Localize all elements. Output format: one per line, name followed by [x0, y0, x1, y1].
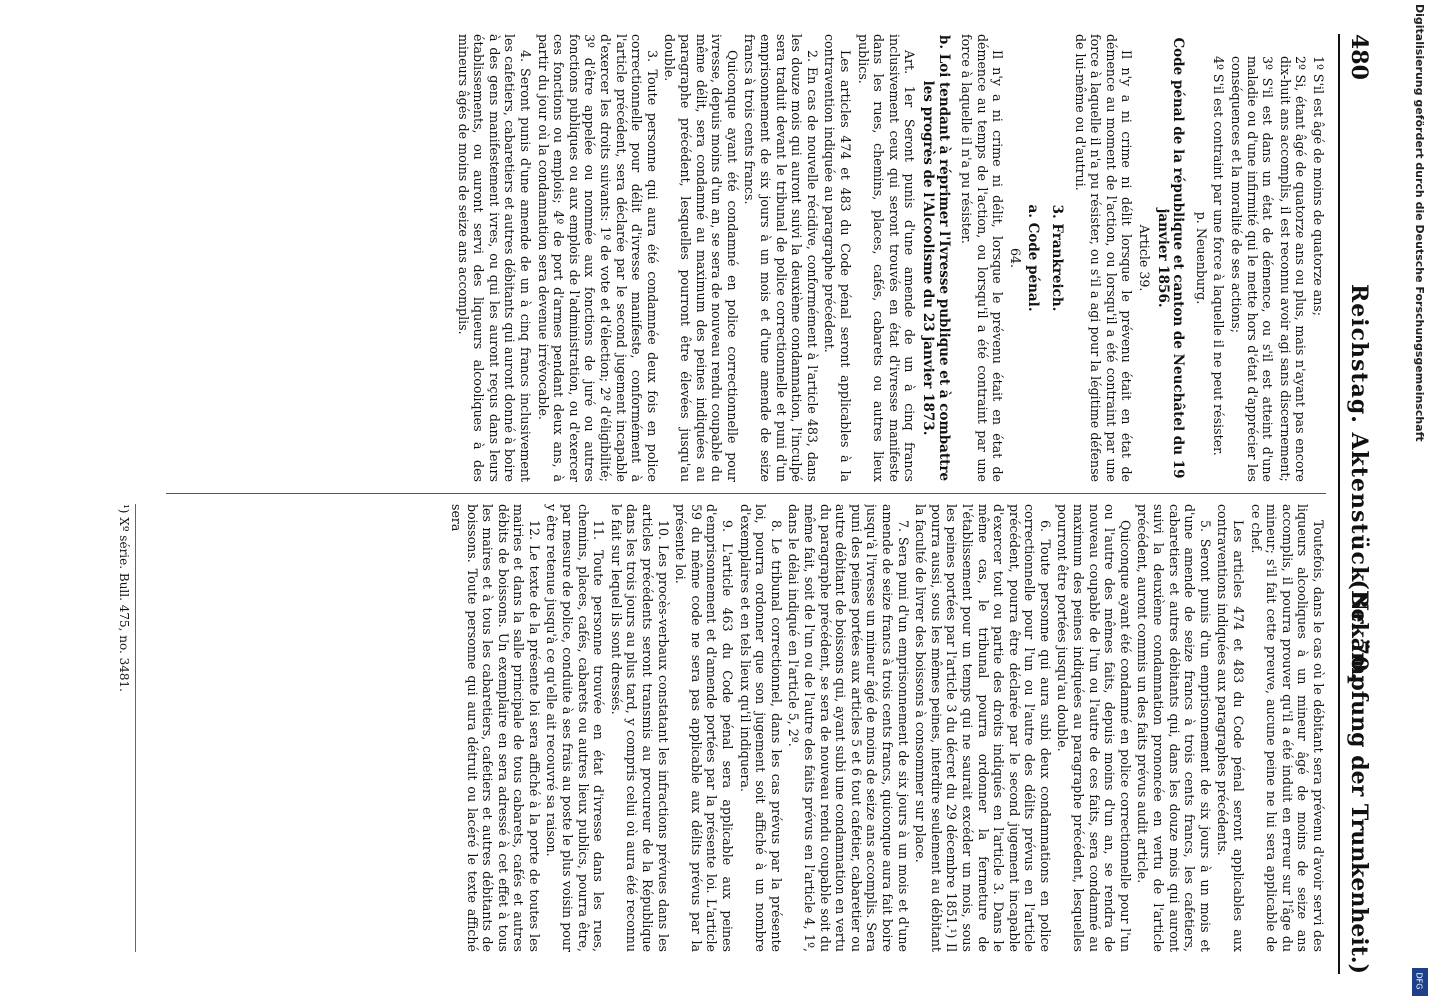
left-column-hang: 2º Si, étant âgé de quatorze ans ou plus, mais n'ayant pas encore dix-huit ans accomplis, il est reconnu avoir agi sans discernement;: [1277, 56, 1309, 482]
right-column-para: Toutefois, dans le cas où le débitant sera prévenu d'avoir servi des liqueurs alcooliques à un mineur âgé de moins de seize ans accomplis, il pourra prouver qu'il a été induit en erreur sur l'âge du mineur; s'il fait cette preuve, aucune peine ne lui sera applicable de ce chef.: [1248, 504, 1326, 952]
left-column-para: Il n'y a ni crime ni délit, lorsque le prévenu était en état de démence au temps de l'action, ou lorsqu'il a été contraint par une force à laquelle il n'a pu résister.: [959, 34, 1006, 482]
left-column-heading: 3. Frankreich.: [1049, 204, 1066, 312]
left-column-heading: Code pénal de la république et canton de Neuchâtel du 19 janvier 1856.: [1154, 37, 1187, 479]
left-column-heading: b. Loi tendant à réprimer l'Ivresse publique et à combattre les progrès de l'Alcoolisme du 23 janvier 1873.: [919, 34, 952, 482]
left-column-center: 64.: [1007, 247, 1023, 269]
column-divider: [166, 493, 1326, 494]
left-column-center: p. Neuenburg.: [1193, 211, 1209, 305]
right-column: [86, 504, 1326, 952]
left-column-para: Les articles 474 et 483 du Code pénal seront applicables à la contravention indiquée au paragraphe précédent.: [822, 34, 853, 482]
left-column-para: 4. Seront punis d'une amende de un à cinq francs inclusivement les cafetiers, cabaretiers et autres débitants qui auront donné à boire à des gens manifestement ivres, ou qui les auront reçus dans leurs établissements, ou auront servi des liqueurs alcooliques à des mineurs âgés de moins de seize ans accomplis.: [455, 34, 534, 482]
right-column-para: 7. Sera puni d'un emprisonnement de six jours à un mois et d'une amende de seize francs à trois cents francs, quiconque aura fait boire jusqu'à l'ivresse un mineur âgé de moins de seize ans accomplis. Sera puni des peines portées aux articles 5 et 6 tout cafetier, cabaretier ou autre débitant de boissons qui, ayant subi une condamnation en vertu du paragraphe précédent, se sera de nouveau rendu coupable soit du même fait, soit de l'un ou de l'autre des faits prévus en l'article 4, 1º, dans le délai indiqué en l'article 5, 2º.: [786, 504, 911, 952]
dfg-logo-text: DFG: [1414, 972, 1424, 990]
left-column-para: 2. En cas de nouvelle récidive, conformément à l'article 483, dans les douze mois qui auront suivi la deuxième condamnation, l'inculpé sera traduit devant le tribunal de police correctionnelle et puni d'un emprisonnement de six jours à un mois et d'une amende de seize francs à trois cents francs.: [742, 34, 820, 482]
left-column-hang: 1º S'il est âgé de moins de quatorze ans;: [1311, 56, 1326, 317]
digitization-credit: Digitalisierung gefördert durch die Deutsche Forschungsgemeinschaft: [1413, 4, 1426, 442]
right-column-para: 5. Seront punis d'un emprisonnement de six jours à un mois et d'une amende de seize francs à trois cents francs, les cafetiers, cabaretiers et autres débitants qui, dans les douze mois qui auront suivi la deuxième condamnation prononcée en vertu de l'article précédent, auront commis un des faits prévus audit article.: [1135, 504, 1213, 952]
left-column-heading: a. Code pénal.: [1025, 204, 1042, 312]
right-column-para: 6. Toute personne qui aura subi deux condamnations en police correctionnelle pour l'un ou l'autre des délits prévus en l'article précédent, pourra être déclarée par le second jugement incapable d'exercer tout ou partie des droits indiqués en l'article 3. Dans le même cas, le tribunal pourra ordonner la fermeture de l'établissement pour un temps qui ne saurait excéder un mois, sous les peines portées par l'article 3 du décret du 29 décembre 1851.¹) Il pourra aussi, sous les mêmes peines, interdire seulement au débitant la faculté de livrer des boissons à consommer sur place.: [913, 504, 1053, 952]
left-column-para: 3. Toute personne qui aura été condamnée deux fois en police correctionnelle pour délit d'ivresse manifeste, conformément à l'article précédent, sera déclarée par le second jugement incapable d'exercer les droits suivants: 1º de vote et d'élection; 2º d'éligibilité; 3º d'être appelée ou nommée aux fonctions de juré ou autres fonctions publiques ou aux emplois de l'administration, ou d'exercer ces fonctions ou emplois; 4º de port d'armes pendant deux ans, à partir du jour où la condamnation sera devenue irrévocable.: [535, 34, 660, 482]
right-column-para: 11. Toute personne trouvée en état d'ivresse dans les rues, chemins, places, cafés, cabarets ou autres lieux publics, pourra être, par mesure de police, conduite à ses frais au poste le plus voisin pour y être retenue jusqu'à ce qu'elle ait recouvré sa raison.: [544, 504, 607, 952]
right-column-para: 10. Les procès-verbaux constatant les infractions prévues dans les articles précédents seront transmis au procureur de la République dans les trois jours au plus tard, y compris celui où aura été reconnu le fait sur lequel ils sont dressés.: [608, 504, 671, 952]
right-column-para: 8. Le tribunal correctionnel, dans les cas prévus par la présente loi, pourra ordonner que son jugement soit affiché à un nombre d'exemplaires et en tels lieux qu'il indiquera.: [737, 504, 784, 952]
right-column-para: Quiconque ayant été condamné en police correctionnelle pour l'un ou l'autre des mêmes faits, depuis moins d'un an, se rendra de nouveau coupable de l'un ou l'autre de ces faits, sera condamné au maximum des peines indiquées au paragraphe précédent, lesquelles pourront être portées jusqu'au double.: [1055, 504, 1133, 952]
right-column-para: Les articles 474 et 483 du Code pénal seront applicables aux contraventions indiquées aux paragraphes précédents.: [1215, 504, 1247, 952]
left-column-center: Article 39.: [1137, 224, 1153, 292]
page-title: Reichstag. Aktenstück Nr. 70.: [1346, 284, 1372, 682]
left-column-para: Art. 1er Seront punis d'une amende de un à cinq francs inclusivement ceux qui seront trouvés en état d'ivresse manifeste dans les rues, chemins, places, cafés, cabarets ou autres lieux publics.: [855, 34, 918, 482]
left-column: [86, 34, 1326, 482]
left-column-hang: 3º S'il est dans un état de démence, ou s'il est atteint d'une maladie ou d'une infirmité qui le mette hors d'état d'apprécier les conséquences et la moralité de ses actions;: [1229, 56, 1276, 482]
left-column-para: Quiconque ayant été condamné en police correctionnelle pour ivresse, depuis moins d'un an, se sera de nouveau rendu coupable du même délit, sera condamné au maximum des peines indiquées au paragraphe précédent, lesquelles pourront être élevées jusqu'au double.: [662, 34, 740, 482]
footnote: ¹) Xº série. Bull. 475, no. 3481.: [117, 504, 136, 952]
right-column-para: 9. L'article 463 du Code pénal sera applicable aux peines d'emprisonnement et d'amende portées par la présente loi. L'article 59 du même code ne sera pas applicable aux délits prévus par la présente loi.: [673, 504, 736, 952]
left-column-hang: 4º S'il est contraint par une force à laquelle il ne peut résister.: [1211, 56, 1227, 456]
digitization-banner: [1410, 4, 1428, 994]
page-body: [74, 34, 1374, 974]
left-column-para: Il n'y a ni crime ni délit lorsque le prévenu était en état de démence au moment de l'action, ou lorsqu'il a été contraint par une force à laquelle il n'a pu résister, ou s'il a agi pour la légitime défense de lui-même ou d'autrui.: [1072, 34, 1135, 482]
page-header: [1338, 34, 1374, 974]
page-number: 480: [1346, 34, 1372, 80]
page-subtitle: (Bekämpfung der Trunkenheit.): [1346, 579, 1372, 974]
dfg-logo: [1412, 968, 1428, 996]
right-column-para: 12. Le texte de la présente loi sera affiché à la porte de toutes les mairies et dans la salle principale de tous cabarets, cafés et autres débits de boissons. Un exemplaire en sera adressé à cet effet à tous les maires et à tous les cabaretiers, cafetiers et autres débitants de boissons. Toute personne qui aura détruit ou lacéré le texte affiché sera: [448, 504, 542, 952]
